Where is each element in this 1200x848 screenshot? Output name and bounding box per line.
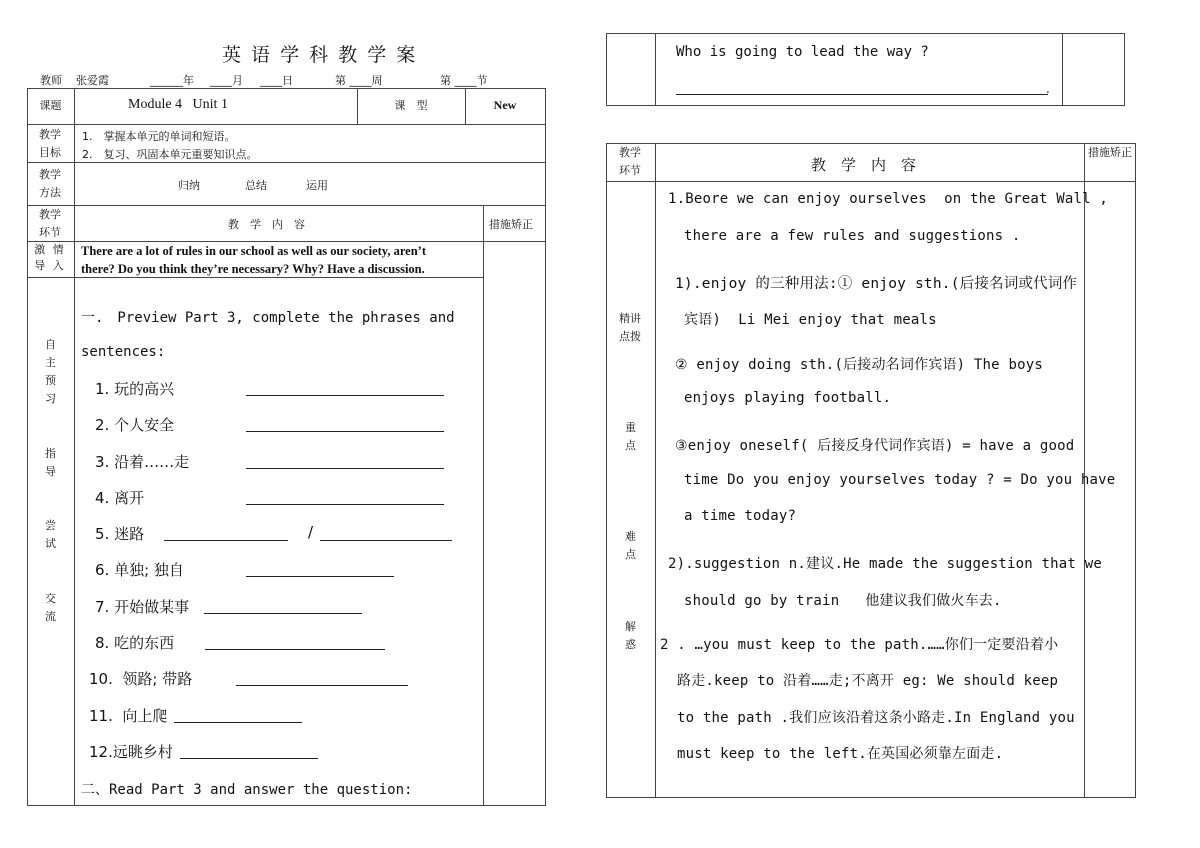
side-label-dian-1: 点 [625,439,636,452]
answer-blank[interactable] [204,613,362,614]
content-line-7: ③enjoy oneself( 后接反身代词作宾语) = have a good [675,438,1075,454]
phrase-item-1 [95,378,174,399]
answer-blank[interactable] [320,540,452,541]
content-line-14: to the path .我们应该沿着这条小路走.In England you [677,710,1075,726]
phrase-text: 3. 沿着……走 [95,453,190,471]
side-label-jiao: 交 [45,592,56,605]
answer-end-period: . [1046,82,1050,96]
method-2: 总结 [245,179,267,192]
content-line-15: must keep to the left.在英国必须靠左面走. [677,746,1004,762]
phrase-text: 5. 迷路 [95,525,145,543]
side-label-xi: 习 [45,392,56,405]
content-line-10: 2).suggestion n.建议.He made the suggestion that we [668,556,1102,572]
answer-blank[interactable] [246,468,444,469]
phrase-item-5 [95,523,144,544]
topic-value: Module 4 Unit 1 [128,97,228,112]
side-label-chang: 尝 [45,519,56,532]
content-line-8: time Do you enjoy yourselves today ? = Do you have [684,472,1116,488]
content-line-11: should go by train 他建议我们做火车去. [684,593,1002,609]
stage-label: 教学环节 [39,208,61,239]
part2-heading: 二、Read Part 3 and answer the question: [81,782,413,798]
side-label-jingjiang: 精讲 [619,312,641,325]
side-label-shi: 试 [45,537,56,550]
teacher-name: 张爱霞 [76,74,109,87]
method-label: 教学方法 [39,168,61,199]
right-content-header: 教 学 内 容 [811,156,917,174]
phrase-text: 10. 领路; 带路 [89,670,193,688]
side-label-zhu: 主 [45,356,56,369]
side-label-zi: 自 [45,338,56,351]
period-field: 第 ____节 [440,74,488,87]
content-line-9: a time today? [684,508,797,524]
phrase-item-4 [95,487,144,508]
answer-blank[interactable] [236,685,408,686]
phrase-item-10 [89,668,192,689]
phrase-item-8 [95,632,174,653]
method-1: 归纳 [178,179,200,192]
week-field: 第 ____周 [335,74,383,87]
phrase-item-12 [89,741,173,762]
answer-blank[interactable] [246,576,394,577]
type-label: 课 型 [394,99,428,112]
content-header: 教 学 内 容 [228,218,305,231]
phrase-item-2 [95,414,174,435]
phrase-item-3 [95,451,189,472]
side-label-dao: 导 [45,465,56,478]
correction-header: 措施矫正 [489,218,533,231]
preview-heading-1: 一. Preview Part 3, complete the phrases and [81,310,455,326]
side-label-liu: 流 [45,610,56,623]
phrase-text: 7. 开始做某事 [95,598,190,616]
content-line-4: 宾语) Li Mei enjoy that meals [684,312,937,328]
side-label-jie: 解 [625,620,636,633]
slash-text: / [308,523,314,541]
intro-text-2: there? Do you think they’re necessary? Why? Have a discussion. [81,262,425,276]
content-line-13: 路走.keep to 沿着……走;不离开 eg: We should keep [677,673,1059,689]
topic-label: 课题 [39,99,62,112]
answer-blank[interactable] [246,431,444,432]
answer-blank[interactable] [205,649,385,650]
question-text: Who is going to lead the way ? [676,44,929,60]
slash-separator [308,523,313,541]
answer-blank[interactable] [676,94,1048,95]
goal-label: 教学目标 [39,128,61,159]
side-label-huo: 惑 [625,638,636,651]
method-3: 运用 [306,179,328,192]
answer-blank[interactable] [174,722,302,723]
phrase-text: 6. 单独; 独自 [95,561,184,579]
type-value: New [493,98,517,112]
side-label-nan: 难 [625,530,636,543]
intro-text-1: There are a lot of rules in our school as well as our society, aren’t [81,244,427,258]
day-field: ____日 [260,74,293,87]
phrase-text: 8. 吃的东西 [95,634,175,652]
intro-label: 激 情 导 入 [34,243,66,272]
side-label-yu: 预 [45,374,56,387]
phrase-text: 1. 玩的高兴 [95,380,175,398]
content-line-5: ② enjoy doing sth.(后接动名词作宾语) The boys [675,357,1043,373]
content-line-3: 1).enjoy 的三种用法:① enjoy sth.(后接名词或代词作 [675,276,1078,292]
phrase-text: 11. 向上爬 [89,707,168,725]
side-label-dianbo: 点拨 [619,330,641,343]
side-label-dian-2: 点 [625,548,636,561]
side-label-zhi: 指 [45,447,56,460]
phrase-text: 4. 离开 [95,489,145,507]
preview-heading-2: sentences: [81,344,166,360]
content-line-2: there are a few rules and suggestions . [684,228,1021,244]
answer-blank[interactable] [246,504,444,505]
phrase-item-7 [95,596,189,617]
content-line-6: enjoys playing football. [684,390,892,406]
phrase-item-11 [89,705,167,726]
goal-1: 1. 掌握本单元的单词和短语。 [82,130,236,143]
content-line-12: 2 . …you must keep to the path.……你们一定要沿着小 [660,637,1059,653]
page-title: 英 语 学 科 教 学 案 [222,44,418,66]
side-label-zhong: 重 [625,421,636,434]
answer-blank[interactable] [246,395,444,396]
year-field: ______年 [150,74,194,87]
phrase-text: 2. 个人安全 [95,416,175,434]
content-line-1: 1.Beore we can enjoy ourselves on the Great Wall , [668,191,1109,207]
answer-blank[interactable] [164,540,288,541]
right-correction-header: 措施矫正 [1088,146,1132,159]
phrase-item-6 [95,559,184,580]
right-stage-label: 教学环节 [619,146,641,177]
month-field: ____月 [210,74,243,87]
phrase-text: 12.远眺乡村 [89,743,173,761]
answer-blank[interactable] [180,758,318,759]
teacher-label: 教师 [40,74,62,87]
goal-2: 2. 复习、巩固本单元重要知识点。 [82,148,258,161]
